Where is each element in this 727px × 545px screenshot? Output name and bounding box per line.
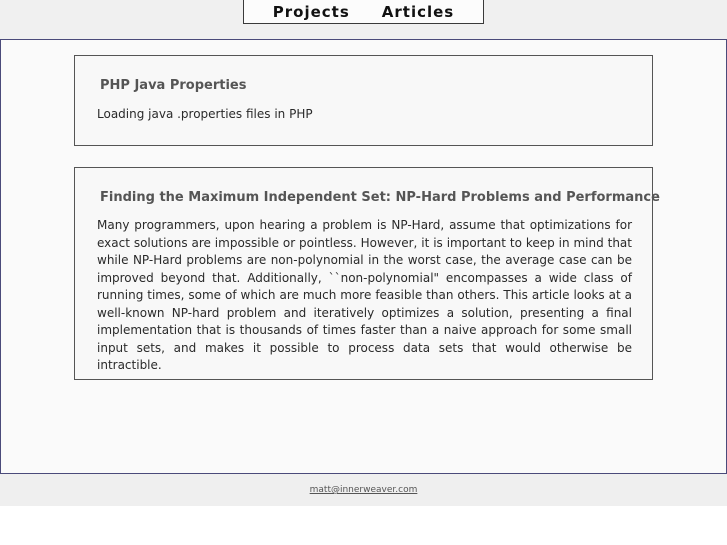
article-card-max-independent-set[interactable] [74, 167, 660, 380]
article-summary: Loading java .properties files in PHP [97, 107, 313, 121]
article-title[interactable]: PHP Java Properties [100, 78, 247, 93]
nav-articles-link[interactable]: Articles [381, 2, 455, 21]
footer [0, 474, 727, 506]
top-bar [0, 0, 727, 40]
nav-projects-link[interactable]: Projects [272, 2, 350, 21]
article-summary: Many programmers, upon hearing a problem is NP-Hard, assume that optimizations for exact solutions are impossible or pointless. However, it is important to keep in mind that while NP-Hard problems are non-polynomial in the worst case, the average case can be improved beyond that. Additionally, ``non-polynomial" encompasses a wide class of running times, some of which are much more feasible than others. This article looks at a well-known NP-hard problem and iteratively optimizes a solution, presenting a final implementation that is thousands of times faster than a naive approach for some small input sets, and makes it possible to process data sets that would otherwise be intractible. [97, 218, 632, 372]
content-area [0, 39, 727, 474]
footer-email-link[interactable]: matt@innerweaver.com [309, 485, 418, 495]
article-card-php-java-properties[interactable] [74, 55, 653, 146]
article-title[interactable]: Finding the Maximum Independent Set: NP-Hard Problems and Performance [100, 190, 660, 205]
page-bottom-whitespace [0, 506, 727, 545]
main-nav [243, 0, 484, 24]
